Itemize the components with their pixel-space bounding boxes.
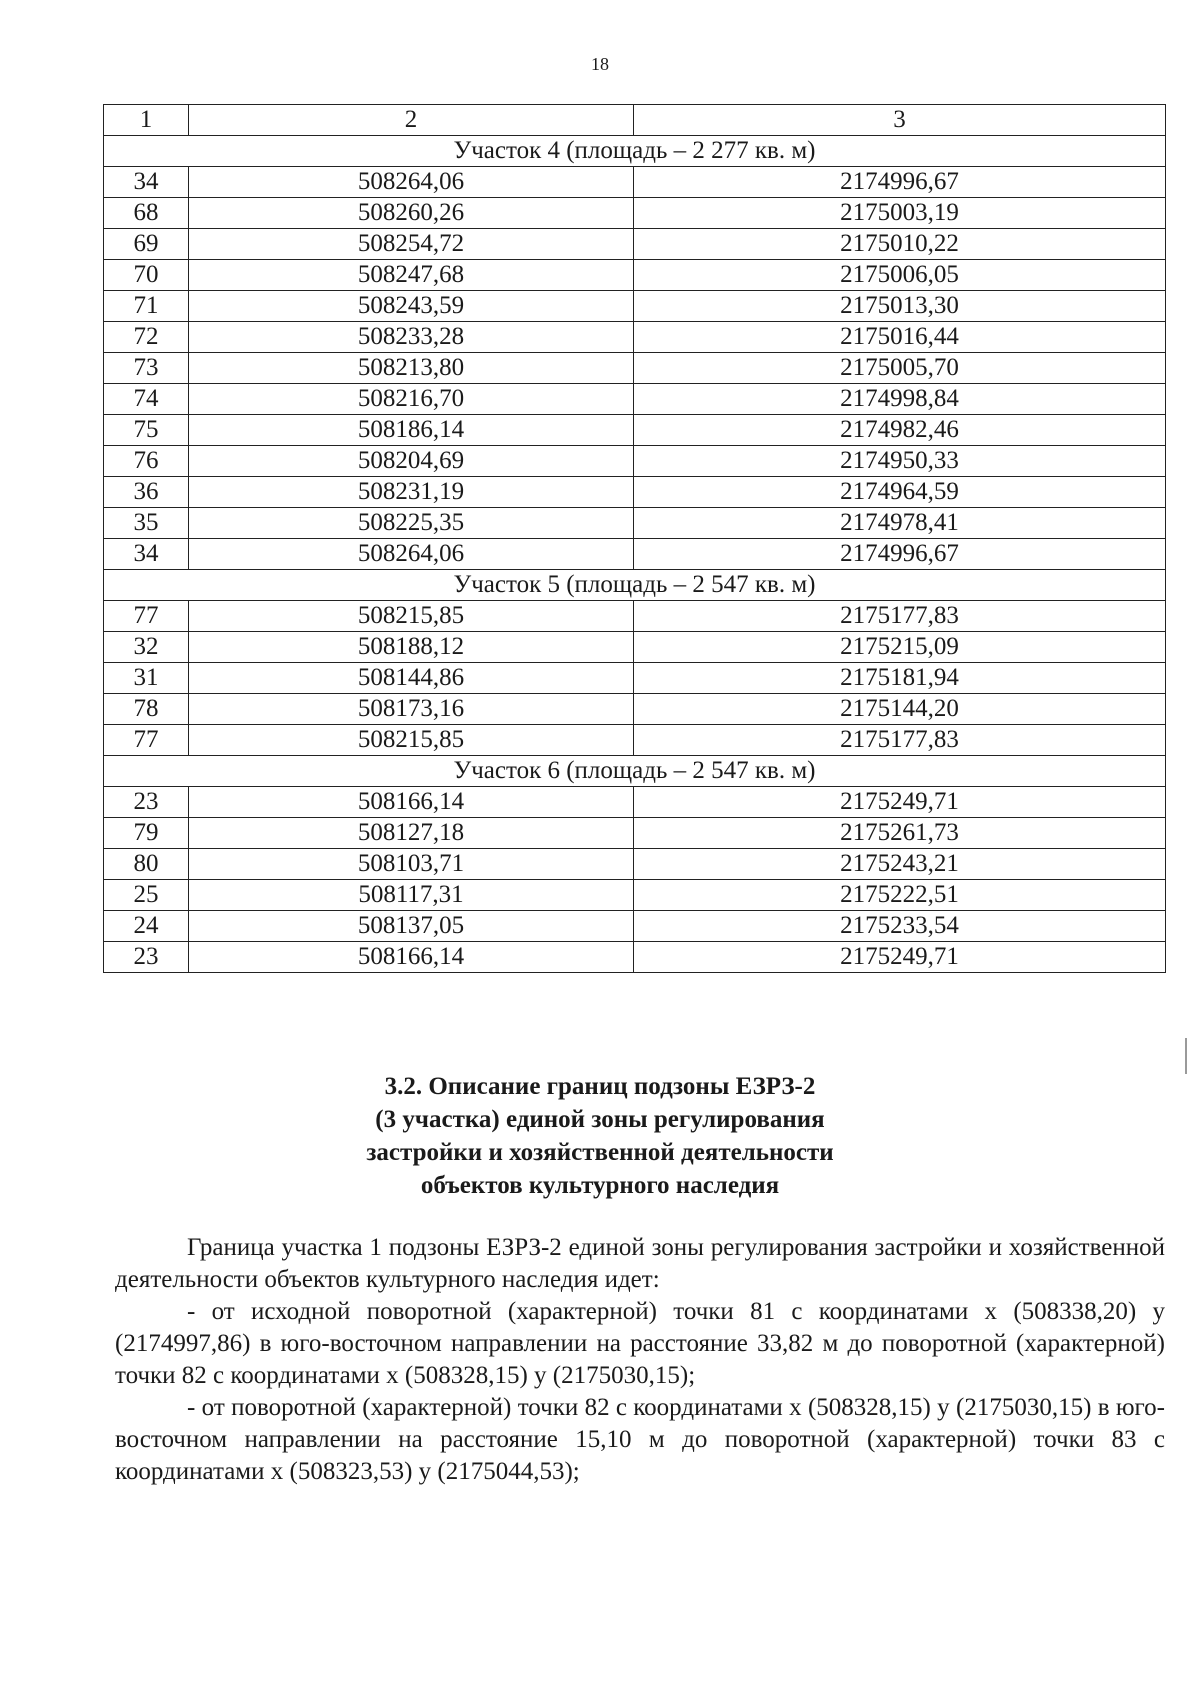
column-header: 3 xyxy=(634,105,1166,136)
table-row xyxy=(104,787,1166,818)
x-coordinate-cell: 508254,72 xyxy=(189,229,634,260)
y-coordinate-cell: 2175006,05 xyxy=(634,260,1166,291)
point-number-cell: 68 xyxy=(104,198,189,229)
table-row xyxy=(104,446,1166,477)
y-coordinate-cell: 2175243,21 xyxy=(634,849,1166,880)
y-coordinate-cell: 2174996,67 xyxy=(634,167,1166,198)
heading-line: объектов культурного наследия xyxy=(420,1172,780,1199)
section-title-row xyxy=(104,756,1166,787)
paragraph-intro: Граница участка 1 подзоны ЕЗРЗ-2 единой зоны регулирования застройки и хозяйственной деятельности объектов культурного наследия идет: xyxy=(115,1234,1165,1293)
y-coordinate-cell: 2174964,59 xyxy=(634,477,1166,508)
table-row xyxy=(104,539,1166,570)
heading-line: (3 участка) единой зоны регулирования xyxy=(375,1106,825,1133)
point-number-cell: 34 xyxy=(104,539,189,570)
y-coordinate-cell: 2175222,51 xyxy=(634,880,1166,911)
y-coordinate-cell: 2175233,54 xyxy=(634,911,1166,942)
y-coordinate-cell: 2175010,22 xyxy=(634,229,1166,260)
table-row xyxy=(104,880,1166,911)
section-title: Участок 5 (площадь – 2 547 кв. м) xyxy=(104,570,1166,601)
table-row xyxy=(104,632,1166,663)
point-number-cell: 74 xyxy=(104,384,189,415)
table-row xyxy=(104,477,1166,508)
point-number-cell: 32 xyxy=(104,632,189,663)
section-title: Участок 4 (площадь – 2 277 кв. м) xyxy=(104,136,1166,167)
table-row xyxy=(104,694,1166,725)
table-row xyxy=(104,911,1166,942)
y-coordinate-cell: 2175005,70 xyxy=(634,353,1166,384)
table-row xyxy=(104,942,1166,973)
x-coordinate-cell: 508166,14 xyxy=(189,942,634,973)
y-coordinate-cell: 2175249,71 xyxy=(634,942,1166,973)
section-title-row xyxy=(104,570,1166,601)
point-number-cell: 75 xyxy=(104,415,189,446)
x-coordinate-cell: 508127,18 xyxy=(189,818,634,849)
y-coordinate-cell: 2175261,73 xyxy=(634,818,1166,849)
point-number-cell: 77 xyxy=(104,725,189,756)
point-number-cell: 76 xyxy=(104,446,189,477)
table-row xyxy=(104,725,1166,756)
heading-line: 3.2. Описание границ подзоны ЕЗРЗ-2 xyxy=(384,1073,816,1100)
table-header-row xyxy=(104,105,1166,136)
y-coordinate-cell: 2175016,44 xyxy=(634,322,1166,353)
x-coordinate-cell: 508213,80 xyxy=(189,353,634,384)
paragraph-point: - от поворотной (характерной) точки 82 с координатами х (508328,15) у (2175030,15) в юго-восточном направлении на расстояние 15,10 м до поворотной (характерной) точки 83 с координатами х (508323,53) у (2175044,53); xyxy=(115,1394,1165,1485)
table-row xyxy=(104,415,1166,446)
paragraph-point: - от исходной поворотной (характерной) точки 81 с координатами х (508338,20) у (2174997,86) в юго-восточном направлении на расстояние 33,82 м до поворотной (характерной) точки 82 с координатами х (508328,15) у (2175030,15); xyxy=(115,1298,1165,1389)
point-number-cell: 70 xyxy=(104,260,189,291)
y-coordinate-cell: 2174996,67 xyxy=(634,539,1166,570)
point-number-cell: 80 xyxy=(104,849,189,880)
section-title-row xyxy=(104,136,1166,167)
table-row xyxy=(104,849,1166,880)
point-number-cell: 36 xyxy=(104,477,189,508)
point-number-cell: 23 xyxy=(104,942,189,973)
x-coordinate-cell: 508144,86 xyxy=(189,663,634,694)
y-coordinate-cell: 2174998,84 xyxy=(634,384,1166,415)
table-row xyxy=(104,322,1166,353)
y-coordinate-cell: 2175177,83 xyxy=(634,725,1166,756)
x-coordinate-cell: 508231,19 xyxy=(189,477,634,508)
column-header: 1 xyxy=(104,105,189,136)
table-row xyxy=(104,260,1166,291)
table-row xyxy=(104,229,1166,260)
section-heading xyxy=(0,1070,1200,1202)
y-coordinate-cell: 2174982,46 xyxy=(634,415,1166,446)
scan-edge-mark xyxy=(1185,1038,1187,1074)
table-row xyxy=(104,384,1166,415)
x-coordinate-cell: 508166,14 xyxy=(189,787,634,818)
point-number-cell: 69 xyxy=(104,229,189,260)
x-coordinate-cell: 508216,70 xyxy=(189,384,634,415)
point-number-cell: 77 xyxy=(104,601,189,632)
point-number-cell: 35 xyxy=(104,508,189,539)
table-row xyxy=(104,818,1166,849)
point-number-cell: 72 xyxy=(104,322,189,353)
table-row xyxy=(104,291,1166,322)
y-coordinate-cell: 2175013,30 xyxy=(634,291,1166,322)
body-text xyxy=(115,1232,1165,1488)
y-coordinate-cell: 2175249,71 xyxy=(634,787,1166,818)
y-coordinate-cell: 2175215,09 xyxy=(634,632,1166,663)
y-coordinate-cell: 2175181,94 xyxy=(634,663,1166,694)
x-coordinate-cell: 508260,26 xyxy=(189,198,634,229)
table-row xyxy=(104,663,1166,694)
y-coordinate-cell: 2175003,19 xyxy=(634,198,1166,229)
x-coordinate-cell: 508215,85 xyxy=(189,725,634,756)
point-number-cell: 23 xyxy=(104,787,189,818)
point-number-cell: 24 xyxy=(104,911,189,942)
x-coordinate-cell: 508204,69 xyxy=(189,446,634,477)
point-number-cell: 73 xyxy=(104,353,189,384)
y-coordinate-cell: 2175177,83 xyxy=(634,601,1166,632)
page-number: 18 xyxy=(591,54,609,74)
x-coordinate-cell: 508173,16 xyxy=(189,694,634,725)
section-title: Участок 6 (площадь – 2 547 кв. м) xyxy=(104,756,1166,787)
table-row xyxy=(104,198,1166,229)
x-coordinate-cell: 508225,35 xyxy=(189,508,634,539)
x-coordinate-cell: 508264,06 xyxy=(189,539,634,570)
point-number-cell: 34 xyxy=(104,167,189,198)
y-coordinate-cell: 2174978,41 xyxy=(634,508,1166,539)
x-coordinate-cell: 508233,28 xyxy=(189,322,634,353)
x-coordinate-cell: 508264,06 xyxy=(189,167,634,198)
x-coordinate-cell: 508117,31 xyxy=(189,880,634,911)
table-row xyxy=(104,353,1166,384)
point-number-cell: 71 xyxy=(104,291,189,322)
point-number-cell: 79 xyxy=(104,818,189,849)
x-coordinate-cell: 508103,71 xyxy=(189,849,634,880)
point-number-cell: 78 xyxy=(104,694,189,725)
x-coordinate-cell: 508243,59 xyxy=(189,291,634,322)
column-header: 2 xyxy=(189,105,634,136)
table-row xyxy=(104,508,1166,539)
heading-line: застройки и хозяйственной деятельности xyxy=(366,1139,834,1166)
y-coordinate-cell: 2175144,20 xyxy=(634,694,1166,725)
point-number-cell: 31 xyxy=(104,663,189,694)
x-coordinate-cell: 508186,14 xyxy=(189,415,634,446)
table-row xyxy=(104,601,1166,632)
x-coordinate-cell: 508137,05 xyxy=(189,911,634,942)
table-row xyxy=(104,167,1166,198)
x-coordinate-cell: 508188,12 xyxy=(189,632,634,663)
y-coordinate-cell: 2174950,33 xyxy=(634,446,1166,477)
x-coordinate-cell: 508215,85 xyxy=(189,601,634,632)
x-coordinate-cell: 508247,68 xyxy=(189,260,634,291)
point-number-cell: 25 xyxy=(104,880,189,911)
coordinates-table xyxy=(103,104,1166,973)
